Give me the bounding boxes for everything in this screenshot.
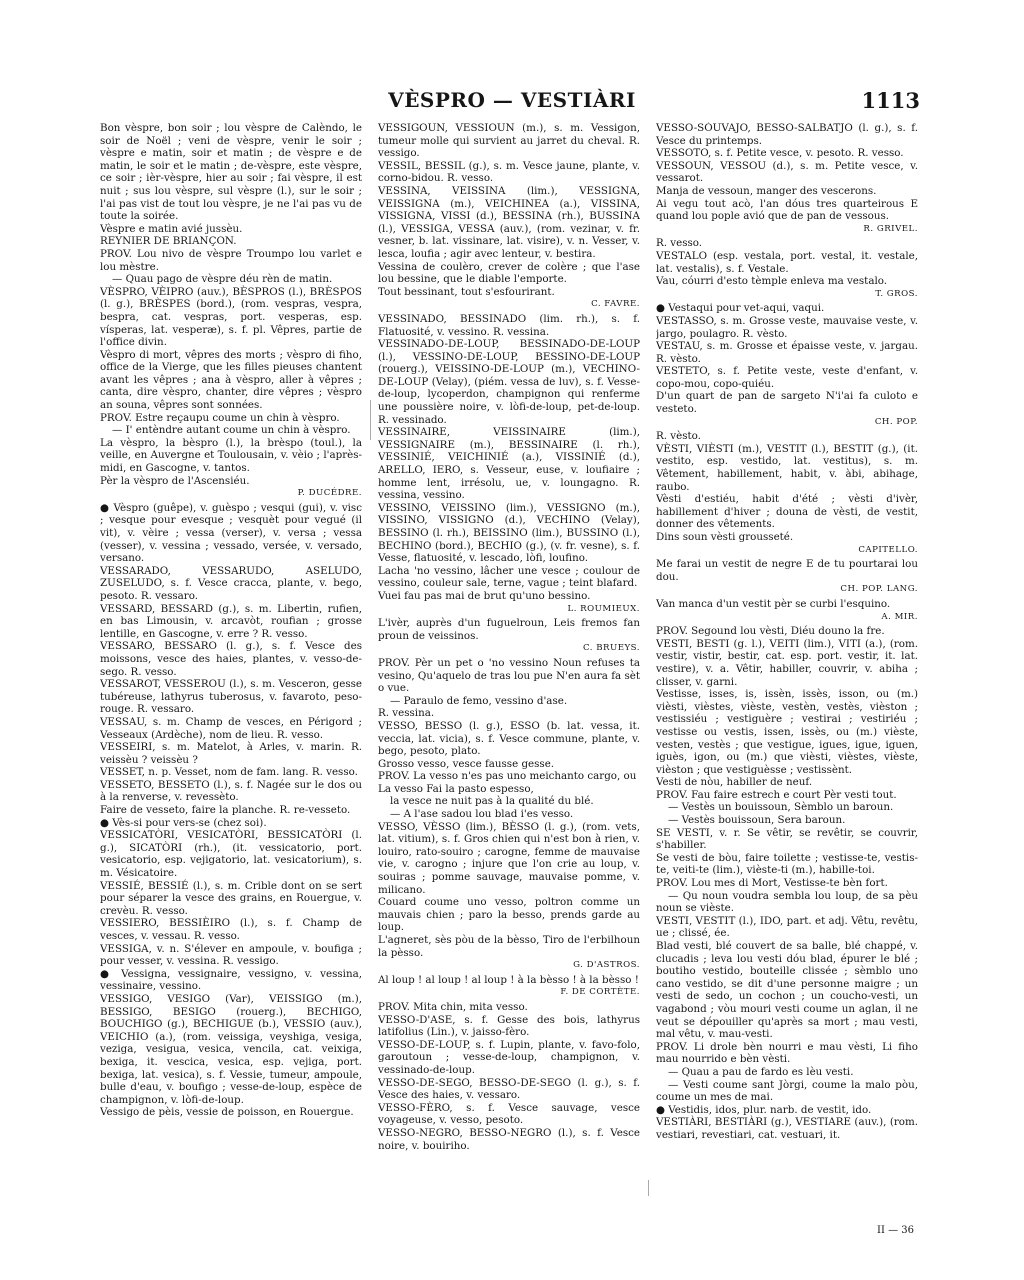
dictionary-entry: VESTI, BESTI (g. l.), VEITI (lim.), VITI (a.), (rom. vestir, vistir, bestir, cat. esp. port. vestir, it. lat. vestire), v. a. Vêtir, habiller, couvrir, v. abiha ; clisser, v. garni. bbox=[656, 637, 918, 688]
dictionary-entry: Grosso vesso, vesce fausse gesse. bbox=[378, 757, 555, 770]
dictionary-entry: VESSICATÒRI, VESICATÒRI, BESSICATÒRI (l. g.), SICATÒRI (rh.), (it. vessicatorio, port. vesicatorio, esp. vejigatorio, lat. vesicatorium), s. m. Vésicatoire. bbox=[100, 829, 362, 880]
dictionary-entry: PROV. La vesso n'es pas uno meichanto cargo, ou bbox=[378, 770, 637, 783]
dictionary-entry: VESSO-SÓUVAJO, BESSO-SALBATJO (l. g.), s. f. Vesce du printemps. bbox=[656, 122, 918, 147]
dictionary-entry: VESSO, VÈSSO (lim.), BÈSSO (l. g.), (rom. vets, lat. vitium), s. f. Gros chien qui n'est bon à rien, v. louiro, rato-souiro ; carogne, femme de mauvaise vie, v. carogno ; injure que l'on crie au loup, v. souiras ; pomme sauvage, mauvaise pomme, v. milicano. bbox=[378, 820, 640, 896]
column-divider bbox=[648, 1180, 649, 1196]
dictionary-entry: VESSINADO-DE-LOUP, BESSINADO-DE-LOUP (l.), VESSINO-DE-LOUP, BESSINO-DE-LOUP (rouerg.), VEISSINO-DE-LOUP (m.), VECHINO-DE-LOUP (Velay), (piém. vessa de luv), s. f. Vesse-de-loup, lycoperdon, champignon qui renferme une poussière noire, v. lòfi-de-loup, pet-de-loup. R. vessinado. bbox=[378, 338, 640, 426]
dictionary-entry: VESTIÀRI, BESTIÀRI (g.), VESTIARE (auv.), (rom. vestiari, revestiari, cat. vestuari, it. bbox=[656, 1116, 918, 1141]
dictionary-entry: Vau, cóurri d'esto tèmple enleva ma vestalo. bbox=[656, 275, 888, 288]
dictionary-entry: VESSOTO, s. f. Petite vesce, v. pesoto. R. vesso. bbox=[656, 147, 904, 160]
dictionary-entry: Dins soun vèsti grousseté. bbox=[656, 531, 794, 543]
dictionary-entry: D'un quart de pan de sargeto N'i'ai fa culoto e vesteto. bbox=[656, 390, 918, 416]
column-left bbox=[100, 122, 362, 1182]
printer-signature: II — 36 bbox=[877, 1225, 914, 1236]
dictionary-entry: Vuei fau pas mai de brut qu'uno bessino. bbox=[378, 589, 591, 602]
dictionary-entry: VESSO-D'ASE, s. f. Gesse des bois, lathyrus latifolius (Lin.), v. jaisso-fèro. bbox=[378, 1013, 640, 1039]
dictionary-entry: — I' entèndre autant coume un chin à vèspro. bbox=[112, 424, 351, 437]
dictionary-entry: VESSIGA, v. n. S'élever en ampoule, v. boufiga ; pour vesser, v. vessina. R. vessigo. bbox=[100, 942, 362, 968]
dictionary-entry: Vessina de coulèro, crever de colère ; que l'ase lou bessine, que le diable l'emporte. bbox=[378, 260, 640, 286]
column-right bbox=[656, 122, 918, 1182]
dictionary-entry: Me farai un vestit de negre E de tu pourtarai lou dou. bbox=[656, 558, 918, 583]
dictionary-entry: R. vesso. bbox=[656, 237, 703, 250]
dictionary-entry: L'ivèr, auprès d'un fuguelroun, Leis fremos fan proun de veissinos. bbox=[378, 617, 640, 642]
dictionary-entry: — Quau pago de vèspre déu rèn de matin. bbox=[112, 273, 333, 286]
dictionary-entry: Manja de vessoun, manger des vescerons. bbox=[656, 184, 877, 197]
dictionary-entry: VESSINO, VEISSINO (lim.), VESSIGNO (m.), VISSINO, VISSIGNO (d.), VECHINO (Velay), BESSINO (l. rh.), BEISSINO (lim.), BUSSINO (l.), BECHINO (bord.), BECHIO (g.), (v. fr. vesne), s. f. Vesse, flatuosité, v. lescado, lòfi, loufino. bbox=[378, 501, 640, 565]
dictionary-entry: VESSAU, s. m. Champ de vesces, en Périgord ; Vesseaux (Ardèche), nom de lieu. R. vesso. bbox=[100, 715, 362, 741]
dictionary-entry: PROV. Li drole bèn nourri e mau vèsti, Li fiho mau nourrido e bèn vèsti. bbox=[656, 1040, 918, 1066]
dictionary-entry: Pèr la vèspro de l'Ascensiéu. bbox=[100, 474, 250, 487]
dictionary-entry: Bon vèspre, bon soir ; lou vèspre de Calèndo, le soir de Noël ; veni de vèspre, venir le soir ; vèspre e matin, soir et matin ; de vèspre e de matin, le soir et le matin ; de-vèspre, este vèspre, ce soir ; ièr-vèspre, hier au soir ; fai vèspre, il est nuit ; sus lou vèspre, sul vèspre (l.), sur le soir ; l'ai pas vist de tout lou vèspre, je ne l'ai pas vu de toute la soirée. bbox=[100, 122, 362, 223]
dictionary-entry: VESSET, n. p. Vesset, nom de fam. lang. R. vesso. bbox=[100, 766, 358, 779]
quote-attribution: C. FAVRE. bbox=[591, 299, 640, 310]
dictionary-entry: — Vestès bouissoun, Sera baroun. bbox=[668, 814, 846, 827]
dictionary-entry: Vestisse, isses, is, issèn, issès, isson, ou (m.) vièsti, vièstes, vièste, vestèn, vestès, vièston ; vestissiéu ; vestiguère ; vestirai ; vestiriéu ; vestisse ou vestis, issen, issès, ou (m.) vièste, vesten, vestès ; que vestigue, igues, igue, iguen, iguès, igon, ou (m.) que vièsti, vièstes, vièste, vièston ; que vestiguèsse ; vestissènt. bbox=[656, 688, 918, 776]
dictionary-entry: R. vessina. bbox=[378, 707, 435, 720]
dictionary-entry: Blad vesti, blé couvert de sa balle, blé chappé, v. clucadis ; leva lou vesti dóu blad, épurer le blé ; boutiho vestido, bouteille clissée ; sèmblo uno cano vestido, se dit d'une personne maigre ; un vesti de sedo, un cochon ; un coucho-vesti, un vagabond ; vòu mouri vesti coume un aglan, il ne veut se dépouiller qu'après sa mort ; mau vesti, mal vêtu, v. mau-vesti. bbox=[656, 940, 918, 1041]
dictionary-entry: PROV. Lou mes di Mort, Vestisse-te bèn fort. bbox=[656, 877, 888, 890]
dictionary-entry: PROV. Mita chin, mita vesso. bbox=[378, 1000, 528, 1013]
dictionary-entry: Vèsti d'estiéu, habit d'été ; vèsti d'ivèr, habillement d'hiver ; douna de vèsti, de vestit, donner des vêtements. bbox=[656, 493, 918, 531]
quote-attribution: CH. POP. LANG. bbox=[840, 584, 918, 595]
dictionary-entry: VESSIGO, VESIGO (Var), VEISSIGO (m.), BESSIGO, BESIGO (rouerg.), BECHIGO, BOUCHIGO (g.), BECHIGUE (b.), VESSIO (auv.), VEICHIO (a.), (rom. veissiga, veyshiga, vesiga, veziga, vesigua, vesica, vencila, cat. veixiga, bexiga, it. vescica, vesica, esp. vejiga, port. bexiga, lat. vesica), s. f. Vessie, tumeur, ampoule, bulle d'eau, v. boufigo ; vesse-de-loup, espèce de champignon, v. lòfi-de-loup. bbox=[100, 992, 362, 1106]
dictionary-entry: La vesso Fai la pasto espesso, bbox=[378, 782, 534, 795]
dictionary-entry: Ai vegu tout acò, l'an dóus tres quarteirous E quand lou pople avió que de pan de vessous. bbox=[656, 197, 918, 223]
quote-attribution: L. ROUMIEUX. bbox=[567, 603, 640, 614]
dictionary-entry: La vèspro, la bèspro (l.), la brèspo (toul.), la veille, en Auvergne et Toulousain, v. vèio ; l'après-midi, en Gascogne, v. tantos. bbox=[100, 436, 362, 475]
dictionary-entry: VESSO-DE-SEGO, BESSO-DE-SEGO (l. g.), s. f. Vesce des haies, v. vessaro. bbox=[378, 1076, 640, 1102]
dictionary-entry: VÈSTI, VIÈSTI (m.), VESTIT (l.), BESTIT (g.), (it. vestito, esp. vestido, lat. vestitus), s. m. Vêtement, habillement, habit, v. àbi, abihage, raubo. bbox=[656, 442, 918, 493]
dictionary-entry: ● Vestidis, idos, plur. narb. de vestit, ido. bbox=[656, 1103, 872, 1116]
page-number: 1113 bbox=[861, 88, 920, 113]
dictionary-entry: PROV. Estre reçaupu coume un chin à vèspro. bbox=[100, 411, 340, 424]
dictionary-entry: la vesce ne nuit pas à la qualité du blé. bbox=[390, 795, 594, 808]
dictionary-entry: ● Vèspro (guêpe), v. guèspo ; vesqui (gui), v. visc ; vesque pour evesque ; vesquèt pour vegué (il vit), v. vèire ; vessa (verser), v. versa ; vessa (vesser), v. vessina ; vessado, versée, v. versado, versano. bbox=[100, 501, 362, 565]
dictionary-entry: VESTALO (esp. vestala, port. vestal, it. vestale, lat. vestalis), s. f. Vestale. bbox=[656, 249, 918, 275]
dictionary-entry: VESSEIRI, s. m. Matelot, à Arles, v. marin. R. veissèu ? veissèu ? bbox=[100, 741, 362, 766]
dictionary-entry: Vèspro di mort, vêpres des morts ; vèspro di fiho, office de la Vierge, que les filles pieuses chantent avant les vêpres ; ana à vèspro, aller à vêpres ; canta, dire vèspro, chanter, dire vêpres ; vèspro an souna, vêpres sont sonnées. bbox=[100, 348, 362, 412]
dictionary-entry: ● Vestaqui pour vet-aqui, vaqui. bbox=[656, 302, 825, 315]
dictionary-entry: L'agneret, sès pòu de la bèsso, Tiro de l'erbilhoun la pèsso. bbox=[378, 934, 640, 959]
dictionary-entry: — Vesti coume sant Jòrgi, coume la malo pòu, coume un mes de mai. bbox=[656, 1078, 918, 1104]
dictionary-entry: VESTASSO, s. m. Grosse veste, mauvaise veste, v. jargo, poulagro. R. vèsto. bbox=[656, 314, 918, 340]
dictionary-entry: PROV. Fau faire estrech e court Pèr vesti tout. bbox=[656, 788, 897, 801]
dictionary-entry: Van manca d'un vestit pèr se curbi l'esquino. bbox=[656, 597, 891, 610]
dictionary-entry: VESSAROT, VESSEROU (l.), s. m. Vesceron, gesse tubéreuse, lathyrus tuberosus, v. favaroto, peso-rouge. R. vessaro. bbox=[100, 678, 362, 716]
dictionary-entry: Vèspre e matin avié jussèu. bbox=[100, 222, 243, 235]
dictionary-entry: Lacha 'no vessino, lâcher une vesce ; coulour de vessino, couleur sale, terne, vague ; teint blafard. bbox=[378, 564, 640, 590]
dictionary-entry: VESSARD, BESSARD (g.), s. m. Libertin, rufien, en bas Limousin, v. arcavòt, roufian ; grosse lentille, en Gascogne, v. erre ? R. vesso. bbox=[100, 602, 362, 640]
dictionary-entry: VESTI, VESTIT (l.), IDO, part. et adj. Vêtu, revêtu, ue ; clissé, ée. bbox=[656, 914, 918, 940]
page-title: VÈSPRO — VESTIÀRI bbox=[388, 88, 636, 112]
dictionary-entry: VESSO-NEGRO, BESSO-NEGRO (l.), s. f. Vesce noire, v. bouiriho. bbox=[378, 1126, 640, 1152]
dictionary-entry: REYNIER DE BRIANÇON. bbox=[100, 235, 237, 248]
dictionary-entry: VESSO, BESSO (l. g.), ESSO (b. lat. vessa, it. veccia, lat. vicia), s. f. Vesce commune, plante, v. bego, pesoto, plato. bbox=[378, 719, 640, 758]
dictionary-entry: VESSO-DE-LOUP, s. f. Lupin, plante, v. favo-folo, garoutoun ; vesse-de-loup, champignon, v. vessinado-de-loup. bbox=[378, 1038, 640, 1076]
dictionary-entry: PROV. Pèr un pet o 'no vessino Noun refuses ta vesino, Qu'aquelo de tras lou pue N'en aura fa sèt o vue. bbox=[378, 656, 640, 695]
column-middle bbox=[378, 122, 640, 1182]
dictionary-entry: VESSIÉ, BESSIÉ (l.), s. m. Crible dont on se sert pour séparer la vesce des grains, en Rouergue, v. crevèu. R. vesso. bbox=[100, 879, 362, 917]
dictionary-entry: Tout bessinant, tout s'esfourirant. bbox=[378, 285, 555, 298]
dictionary-entry: PROV. Segound lou vèsti, Diéu douno la fre. bbox=[656, 625, 885, 638]
quote-attribution: P. DUCÉDRE. bbox=[297, 488, 362, 499]
dictionary-entry: VESTAU, s. m. Grosse et épaisse veste, v. jargau. R. vèsto. bbox=[656, 340, 918, 365]
dictionary-entry: Vessigo de pèis, vessie de poisson, en Rouergue. bbox=[100, 1106, 354, 1119]
dictionary-entry: VESSINADO, BESSINADO (lim. rh.), s. f. Flatuosité, v. vessino. R. vessina. bbox=[378, 312, 640, 338]
dictionary-entry: Vesti de nòu, habiller de neuf. bbox=[656, 776, 813, 789]
dictionary-entry: — Vestès un bouissoun, Sèmblo un baroun. bbox=[668, 801, 894, 814]
dictionary-entry: VESSIL, BESSIL (g.), s. m. Vesce jaune, plante, v. corno-bidou. R. vesso. bbox=[378, 159, 640, 185]
dictionary-entry: Couard coume uno vesso, poltron comme un mauvais chien ; paro la besso, prends garde au loup. bbox=[378, 896, 640, 934]
quote-attribution: G. D'ASTROS. bbox=[573, 960, 640, 971]
dictionary-entry: VESSIERO, BESSIÈIRO (l.), s. f. Champ de vesces, v. vessau. R. vesso. bbox=[100, 917, 362, 942]
quote-attribution: CAPITELLO. bbox=[858, 544, 918, 555]
dictionary-entry: VESSARO, BESSARO (l. g.), s. f. Vesce des moissons, vesce des haies, plantes, v. vesso-de-sego. R. vesso. bbox=[100, 640, 362, 678]
dictionary-entry: — Paraulo de femo, vessino d'ase. bbox=[390, 694, 568, 707]
dictionary-entry: — Qu noun voudra sembla lou loup, de sa pèu noun se vièste. bbox=[656, 889, 918, 915]
dictionary-entry: — Quau a pau de fardo es lèu vesti. bbox=[668, 1065, 854, 1078]
quote-attribution: C. BRUEYS. bbox=[582, 643, 640, 654]
quote-attribution: A. MIR. bbox=[881, 611, 918, 622]
quote-attribution: F. DE CORTÈTE. bbox=[560, 987, 640, 998]
dictionary-entry: R. vèsto. bbox=[656, 430, 701, 443]
dictionary-entry: Se vesti de bòu, faire toilette ; vestisse-te, vestis-te, veiti-te (lim.), vièste-ti (m.), habille-toi. bbox=[656, 851, 918, 877]
dictionary-entry: VESSINAIRE, VEISSINAIRE (lim.), VESSIGNAIRE (m.), BESSINAIRE (l. rh.), VESSINIÉ, VEICHINIÉ (a.), VISSINIÉ (d.), ARELLO, IERO, s. Vesseur, euse, v. loufiaire ; homme lent, irrésolu, ue, v. loungagno. R. vessina, vessino. bbox=[378, 426, 640, 502]
quote-attribution: T. GROS. bbox=[875, 288, 918, 299]
running-header bbox=[0, 88, 1024, 114]
dictionary-entry: VESSINA, VEISSINA (lim.), VESSIGNA, VEISSIGNA (m.), VEICHINEA (a.), VISSINA, VISSIGNA, VISSI (d.), BESSINA (rh.), BUSSINA (l.), VESSIGA, VESSA (auv.), (rom. vezinar, v. fr. vesner, b. lat. vissinare, lat. visire), v. n. Vesser, v. lesca, loufia ; agir avec lenteur, v. bestira. bbox=[378, 184, 640, 260]
dictionary-entry: Faire de vesseto, faire la planche. R. re-vesseto. bbox=[100, 804, 351, 817]
dictionary-entry: VESTETO, s. f. Petite veste, veste d'enfant, v. copo-mou, copo-quiéu. bbox=[656, 365, 918, 390]
dictionary-entry: VESSETO, BESSETO (l.), s. f. Nagée sur le dos ou à la renverse, v. revessèto. bbox=[100, 778, 362, 804]
quote-attribution: CH. POP. bbox=[874, 416, 918, 427]
dictionary-entry: VESSOUN, VESSOU (d.), s. m. Petite vesce, v. vessarot. bbox=[656, 159, 918, 185]
dictionary-entry: VESSIGOUN, VESSIOUN (m.), s. m. Vessigon, tumeur molle qui survient au jarret du cheval. R. vessigo. bbox=[378, 122, 640, 160]
dictionary-entry: VESSARADO, VESSARUDO, ASELUDO, ZUSELUDO, s. f. Vesce cracca, plante, v. bego, pesoto. R. vessaro. bbox=[100, 564, 362, 602]
dictionary-entry: ● Vès-si pour vers-se (chez soi). bbox=[100, 816, 267, 829]
dictionary-entry: PROV. Lou nivo de vèspre Troumpo lou varlet e lou mèstre. bbox=[100, 247, 362, 273]
dictionary-entry: ● Vessigna, vessignaire, vessigno, v. vessina, vessinaire, vessino. bbox=[100, 967, 362, 993]
dictionary-entry: Al loup ! al loup ! al loup ! à la bèsso ! à la bèsso ! bbox=[378, 973, 639, 986]
quote-attribution: R. GRIVEL. bbox=[863, 223, 918, 234]
dictionary-entry: VÈSPRO, VÈIPRO (auv.), BÈSPROS (l.), BRÈSPOS (l. g.), BRÈSPES (bord.), (rom. vespras, vespra, bespra, cat. vespras, port. vesperas, esp. vísperas, lat. vesperæ), s. f. pl. Vêpres, partie de l'office divin. bbox=[100, 285, 362, 349]
dictionary-entry: VESSO-FÈRO, s. f. Vesce sauvage, vesce voyageuse, v. vesso, pesoto. bbox=[378, 1101, 640, 1127]
dictionary-entry: — A l'ase sadou lou blad i'es vesso. bbox=[390, 808, 574, 821]
dictionary-entry: SE VESTI, v. r. Se vêtir, se revêtir, se couvrir, s'habiller. bbox=[656, 826, 918, 852]
column-divider bbox=[370, 400, 371, 440]
